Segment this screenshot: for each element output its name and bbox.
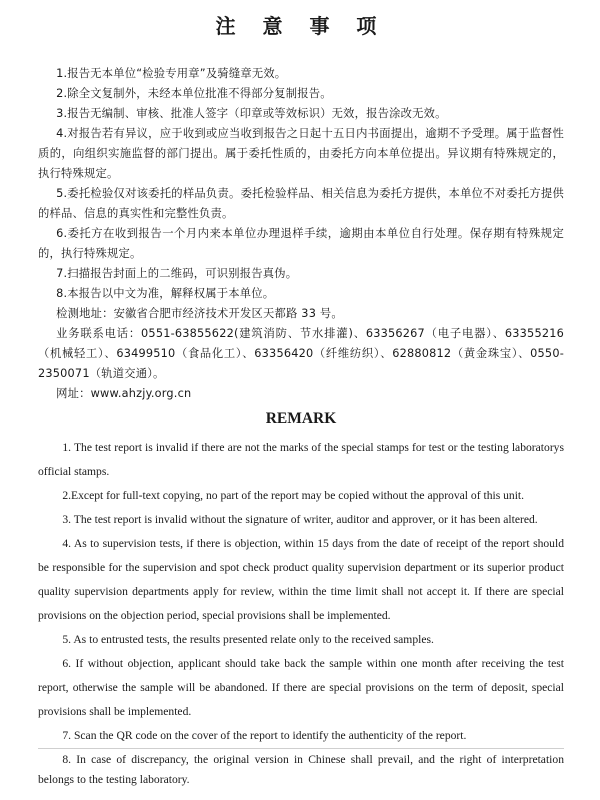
note-cn-2: 2.除全文复制外，未经本单位批准不得部分复制报告。 [56,87,332,100]
note-cn-3: 3.报告无编制、审核、批准人签字（印章或等效标识）无效，报告涂改无效。 [56,107,447,120]
remark-en-1: 1. The test report is invalid if there are not the marks of the special stamps for test or the testing laboratorys official stamps. [38,441,564,478]
note-cn-6: 6.委托方在收到报告一个月内来本单位办理退样手续，逾期由本单位自行处理。保存期有特殊规定的，执行特殊规定。 [38,227,564,260]
note-cn-1: 1.报告无本单位“检验专用章”及骑缝章无效。 [56,67,287,80]
remark-heading: REMARK [265,410,337,427]
divider-line [38,748,564,749]
website: 网址：www.ahzjy.org.cn [56,387,192,400]
note-cn-7: 7.扫描报告封面上的二维码，可识别报告真伪。 [56,267,298,280]
remark-en-3: 3. The test report is invalid without the signature of writer, auditor and approver, or it has been altered. [62,513,538,526]
remark-en-7: 7. Scan the QR code on the cover of the report to identify the authenticity of the report. [62,729,467,742]
note-cn-8: 8.本报告以中文为准，解释权属于本单位。 [56,287,275,300]
remark-en-5: 5. As to entrusted tests, the results presented relate only to the received samples. [62,633,434,646]
remark-en-2: 2.Except for full-text copying, no part of the report may be copied without the approval of this unit. [62,489,525,502]
note-cn-4: 4.对报告若有异议，应于收到或应当收到报告之日起十五日内书面提出，逾期不予受理。属于监督性质的，向组织实施监督的部门提出。属于委托性质的，由委托方向本单位提出。异议期有特殊规定的，执行特殊规定。 [38,127,564,180]
english-remarks [38,436,564,790]
remark-en-4: 4. As to supervision tests, if there is objection, within 15 days from the date of receipt of the report should be responsible for the supervision and spot check product quality supervision department or its superior product quality supervision departments apply for review, within the time limit shall not accept it. If there are special provisions on the objection period, special provisions shall be implemented. [38,537,564,622]
contact-phones: 业务联系电话：0551-63855622(建筑消防、节水排灌)、63356267（电子电器）、63355216（机械轻工）、63499510（食品化工）、63356420（纤维纺织）、62880812（黄金珠宝）、0550-2350071（轨道交通）。 [38,327,564,380]
page-title: 注 意 事 项 [215,14,387,38]
chinese-notes [38,64,564,404]
remark-en-6: 6. If without objection, applicant should take back the sample within one month after receiving the test report, otherwise the sample will be abandoned. If there are special provisions on the term of deposit, special provisions shall be implemented. [38,657,564,718]
test-address: 检测地址：安徽省合肥市经济技术开发区天都路 33 号。 [56,307,343,320]
remark-en-8: 8. In case of discrepancy, the original version in Chinese shall prevail, and the right of interpretation belongs to the testing laboratory. [38,753,564,786]
note-cn-5: 5.委托检验仅对该委托的样品负责。委托检验样品、相关信息为委托方提供，本单位不对委托方提供的样品、信息的真实性和完整性负责。 [38,187,564,220]
